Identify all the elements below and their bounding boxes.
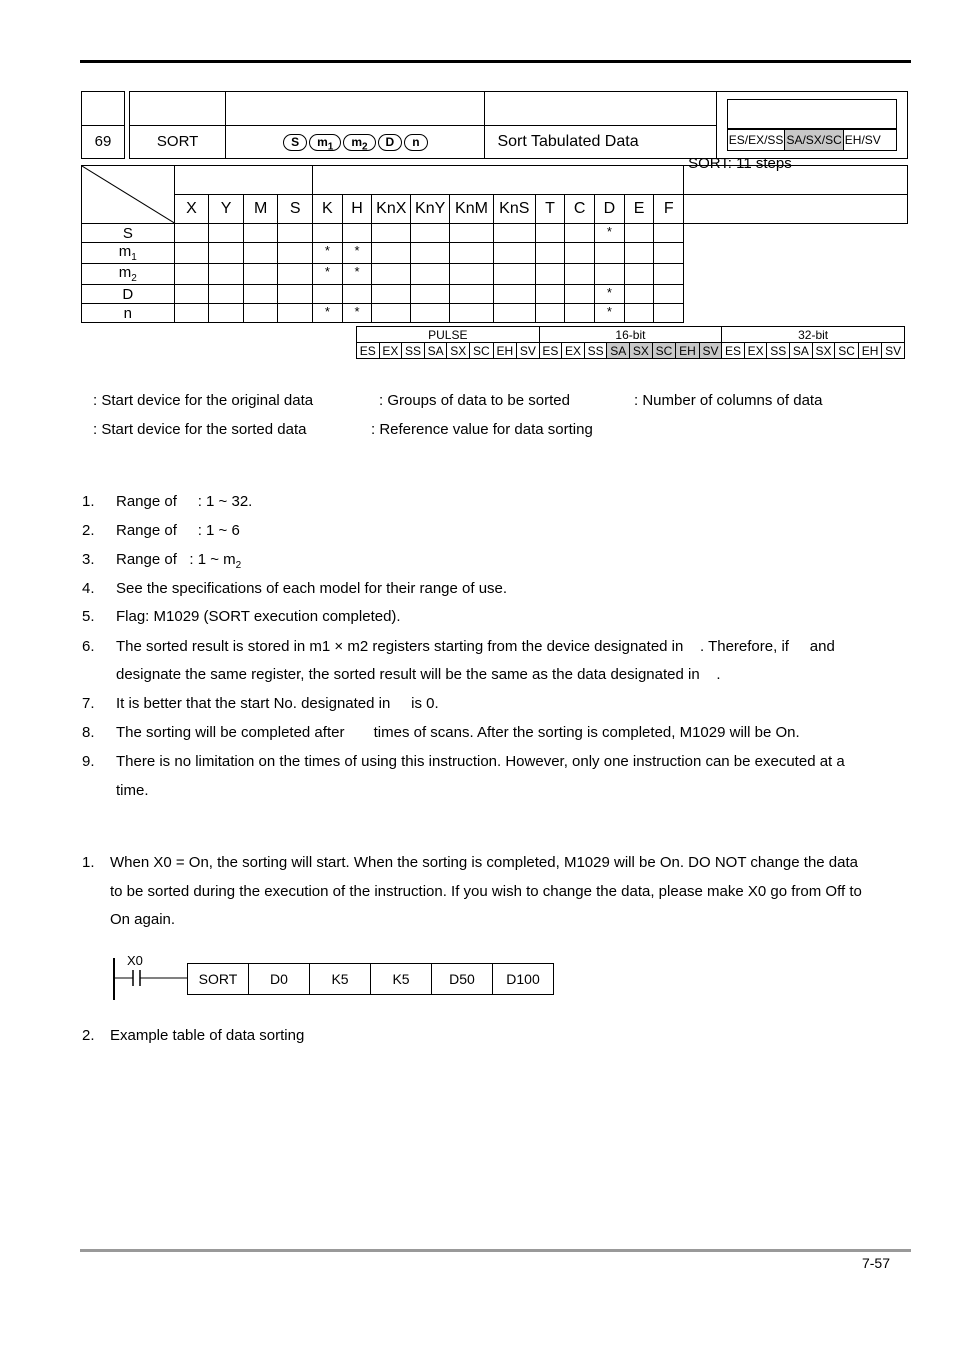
operand-mark	[624, 285, 654, 304]
row-label	[82, 304, 175, 323]
note-text	[116, 551, 241, 571]
operand-mark	[493, 285, 535, 304]
operand-mark	[654, 304, 684, 323]
pulse-group: 32-bit	[722, 327, 905, 343]
operand-mark	[209, 285, 244, 304]
col-knx: KnX	[372, 195, 411, 224]
operand-mark: *	[342, 264, 372, 285]
pulse-model: EX	[379, 343, 402, 359]
row-label-sub: 2	[131, 273, 137, 284]
function-name: Sort Tabulated Data	[485, 125, 716, 159]
operand-mark	[209, 304, 244, 323]
operand-mark	[493, 264, 535, 285]
note-text	[116, 753, 845, 770]
operand-mark	[624, 264, 654, 285]
pulse-model: SV	[517, 343, 540, 359]
operand-mark	[535, 304, 565, 323]
pulse-model: SS	[767, 343, 790, 359]
row-label-text: n	[123, 304, 132, 322]
col-kns: KnS	[493, 195, 535, 224]
note-text	[116, 608, 401, 625]
operand-pills	[226, 125, 485, 159]
operand-table	[81, 154, 908, 323]
note-text-body: Flag: M1029 (SORT execution completed).	[116, 608, 401, 625]
pulse-model: SA	[790, 343, 813, 359]
operand-mark	[209, 264, 244, 285]
operand-mark: *	[595, 285, 625, 304]
operand-mark: *	[595, 224, 625, 243]
operand-mark	[174, 224, 209, 243]
note-text-body: The sorted result is stored in m1 × m2 registers starting from the device designated in . Therefore, if and	[116, 638, 835, 655]
operand-mark	[372, 243, 411, 264]
ladder-cell: D50	[432, 964, 493, 995]
row-label-text: D	[122, 285, 134, 303]
example-line-1: When X0 = On, the sorting will start. When the sorting is completed, M1029 will be On. DO NOT change the data	[110, 854, 859, 871]
ladder-cell: K5	[310, 964, 371, 995]
note-text-body: The sorting will be completed after times of scans. After the sorting is completed, M1029 will be On.	[116, 724, 800, 741]
model-eh: EH/SV	[844, 133, 881, 147]
note-text	[116, 493, 252, 510]
operand-mark	[411, 304, 450, 323]
note-text	[116, 666, 721, 683]
desc-d: : Start device for the sorted data	[93, 421, 307, 438]
pulse-model: SX	[447, 343, 470, 359]
note-text-body: Range of : 1 ~ 6	[116, 522, 240, 539]
operand-mark	[411, 243, 450, 264]
operand-mark	[411, 264, 450, 285]
pulse-model: SA	[424, 343, 447, 359]
pulse-model: ES	[357, 343, 380, 359]
operand-mark	[624, 224, 654, 243]
operand-mark	[595, 243, 625, 264]
operand-mark	[654, 264, 684, 285]
ladder-cell: K5	[371, 964, 432, 995]
operand-mark	[278, 243, 313, 264]
row-label	[82, 224, 175, 243]
note-number: 6.	[82, 638, 95, 655]
contact-label: X0	[127, 953, 143, 968]
note-number: 7.	[82, 695, 95, 712]
operand-mark	[342, 224, 372, 243]
col-m: M	[243, 195, 278, 224]
operand-mark	[450, 304, 494, 323]
model-sa: SA/SX/SC	[785, 130, 843, 150]
note-text-body: It is better that the start No. designated in is 0.	[116, 695, 439, 712]
note-text-body: Range of : 1 ~ 32.	[116, 493, 253, 510]
note-text-body: Range of : 1 ~ m	[116, 551, 236, 568]
row-label-text: m	[118, 243, 132, 260]
note-sub: 2	[235, 560, 242, 571]
note-text-body: designate the same register, the sorted result will be the same as the data designated in .	[116, 666, 721, 683]
operand-mark	[209, 243, 244, 264]
page-number: 7-57	[861, 1255, 890, 1271]
operand-mark	[624, 243, 654, 264]
row-label-text: m	[118, 264, 132, 281]
operand-mark	[243, 304, 278, 323]
pulse-model: SX	[812, 343, 835, 359]
col-c: C	[565, 195, 595, 224]
note-number: 1.	[82, 493, 95, 510]
row-label	[82, 243, 175, 264]
operand-mark	[565, 304, 595, 323]
operand-mark	[243, 243, 278, 264]
operand-mark	[565, 224, 595, 243]
col-e: E	[624, 195, 654, 224]
operand-mark	[450, 224, 494, 243]
pulse-model: SV	[699, 343, 722, 359]
operand-m2: $m_2$	[343, 134, 375, 151]
example-num-1: 1.	[82, 854, 95, 871]
pulse-model: ES	[722, 343, 745, 359]
col-s: S	[278, 195, 313, 224]
operand-mark	[654, 285, 684, 304]
operand-mark	[535, 264, 565, 285]
row-label	[82, 285, 175, 304]
operand-d: D	[378, 134, 403, 151]
operand-mark	[565, 264, 595, 285]
note-text	[116, 580, 507, 597]
note-text	[116, 638, 835, 655]
note-number: 4.	[82, 580, 95, 597]
desc-m1: : Groups of data to be sorted	[379, 392, 570, 409]
operand-mark	[565, 243, 595, 264]
example-line-3: On again.	[110, 911, 176, 928]
operand-mark	[243, 224, 278, 243]
operand-mark: *	[342, 243, 372, 264]
operand-mark: *	[313, 243, 343, 264]
note-number: 8.	[82, 724, 95, 741]
note-text-body: time.	[116, 782, 149, 799]
col-k: K	[313, 195, 343, 224]
note-number: 9.	[82, 753, 95, 770]
operand-s: S	[283, 134, 307, 151]
note-text	[116, 695, 439, 712]
diagonal-line	[82, 166, 176, 224]
operand-mark	[342, 285, 372, 304]
steps-cell	[684, 154, 908, 224]
operand-mark	[535, 224, 565, 243]
operand-mark	[313, 285, 343, 304]
desc-s: : Start device for the original data	[93, 392, 314, 409]
operand-mark	[313, 224, 343, 243]
operand-mark	[411, 285, 450, 304]
pulse-table	[356, 326, 905, 359]
operand-mark	[209, 224, 244, 243]
operand-mark	[174, 285, 209, 304]
operand-mark	[493, 304, 535, 323]
pulse-model: SA	[607, 343, 630, 359]
col-y: Y	[209, 195, 244, 224]
col-d: D	[595, 195, 625, 224]
note-text	[116, 522, 240, 539]
top-rule	[80, 60, 911, 63]
col-knm: KnM	[450, 195, 494, 224]
operand-mark	[565, 285, 595, 304]
diagonal-cell	[82, 166, 175, 224]
ladder-cell: D100	[493, 964, 554, 995]
mnemonic: SORT	[130, 125, 226, 159]
operand-mark	[450, 264, 494, 285]
note-text	[116, 724, 800, 741]
operand-mark	[174, 264, 209, 285]
ladder-contact	[100, 950, 200, 1002]
pulse-model: SV	[882, 343, 905, 359]
pulse-model: EX	[562, 343, 585, 359]
pulse-model: SX	[630, 343, 653, 359]
operand-mark: *	[313, 304, 343, 323]
note-text-body: There is no limitation on the times of using this instruction. However, only one instruction can be executed at a	[116, 753, 845, 770]
col-x: X	[174, 195, 209, 224]
col-kny: KnY	[411, 195, 450, 224]
example-line-2: to be sorted during the execution of the instruction. If you wish to change the data, please make X0 go from Off to	[110, 883, 862, 900]
operand-mark	[278, 264, 313, 285]
operand-mark	[243, 285, 278, 304]
pulse-model: SS	[402, 343, 425, 359]
pulse-model: SC	[652, 343, 675, 359]
pulse-model: EH	[493, 343, 516, 359]
model-es: ES/EX/SS	[728, 130, 786, 150]
example-num-2: 2.	[82, 1027, 95, 1044]
model-box	[727, 129, 897, 151]
pulse-model: SC	[835, 343, 858, 359]
steps-text: SORT: 11 steps	[688, 154, 792, 172]
row-label-sub: 1	[131, 252, 137, 263]
pulse-group: 16-bit	[539, 327, 722, 343]
operand-mark	[535, 243, 565, 264]
pulse-model: SS	[584, 343, 607, 359]
note-number: 2.	[82, 522, 95, 539]
ladder-instruction	[187, 963, 554, 995]
operand-mark	[174, 304, 209, 323]
operand-mark	[372, 224, 411, 243]
desc-m2: : Number of columns of data	[634, 392, 823, 409]
operand-mark: *	[595, 304, 625, 323]
note-text-body: See the specifications of each model for their range of use.	[116, 580, 508, 597]
operand-mark	[654, 243, 684, 264]
operand-mark: *	[313, 264, 343, 285]
operand-mark	[174, 243, 209, 264]
operand-mark	[278, 285, 313, 304]
col-t: T	[535, 195, 565, 224]
note-number: 5.	[82, 608, 95, 625]
operand-mark	[278, 304, 313, 323]
operand-mark	[411, 224, 450, 243]
pulse-model: ES	[539, 343, 562, 359]
col-h: H	[342, 195, 372, 224]
operand-mark	[493, 224, 535, 243]
operand-mark	[243, 264, 278, 285]
operand-mark	[450, 285, 494, 304]
operand-mark	[595, 264, 625, 285]
col-f: F	[654, 195, 684, 224]
note-text	[116, 782, 149, 799]
operand-mark	[278, 224, 313, 243]
operand-mark	[450, 243, 494, 264]
operand-mark	[624, 304, 654, 323]
ladder-cell: D0	[249, 964, 310, 995]
operand-m1: $m_1$	[309, 134, 341, 151]
instruction-header-table	[81, 91, 908, 159]
operand-mark	[372, 285, 411, 304]
operand-n: n	[404, 134, 427, 151]
note-number: 3.	[82, 551, 95, 568]
operand-mark	[493, 243, 535, 264]
ladder-cell: SORT	[188, 964, 249, 995]
desc-n: : Reference value for data sorting	[371, 421, 593, 438]
operand-mark: *	[342, 304, 372, 323]
pulse-model: EH	[858, 343, 881, 359]
row-label	[82, 264, 175, 285]
row-label-text: S	[122, 224, 133, 242]
operand-mark	[654, 224, 684, 243]
pulse-model: SC	[470, 343, 493, 359]
bottom-rule	[80, 1249, 911, 1252]
operand-mark	[372, 264, 411, 285]
pulse-model: EX	[744, 343, 767, 359]
operand-mark	[535, 285, 565, 304]
pulse-group: PULSE	[357, 327, 540, 343]
pulse-model: EH	[676, 343, 699, 359]
example-2-text: Example table of data sorting	[110, 1027, 305, 1044]
operand-mark	[372, 304, 411, 323]
api-number: 69	[82, 125, 125, 159]
